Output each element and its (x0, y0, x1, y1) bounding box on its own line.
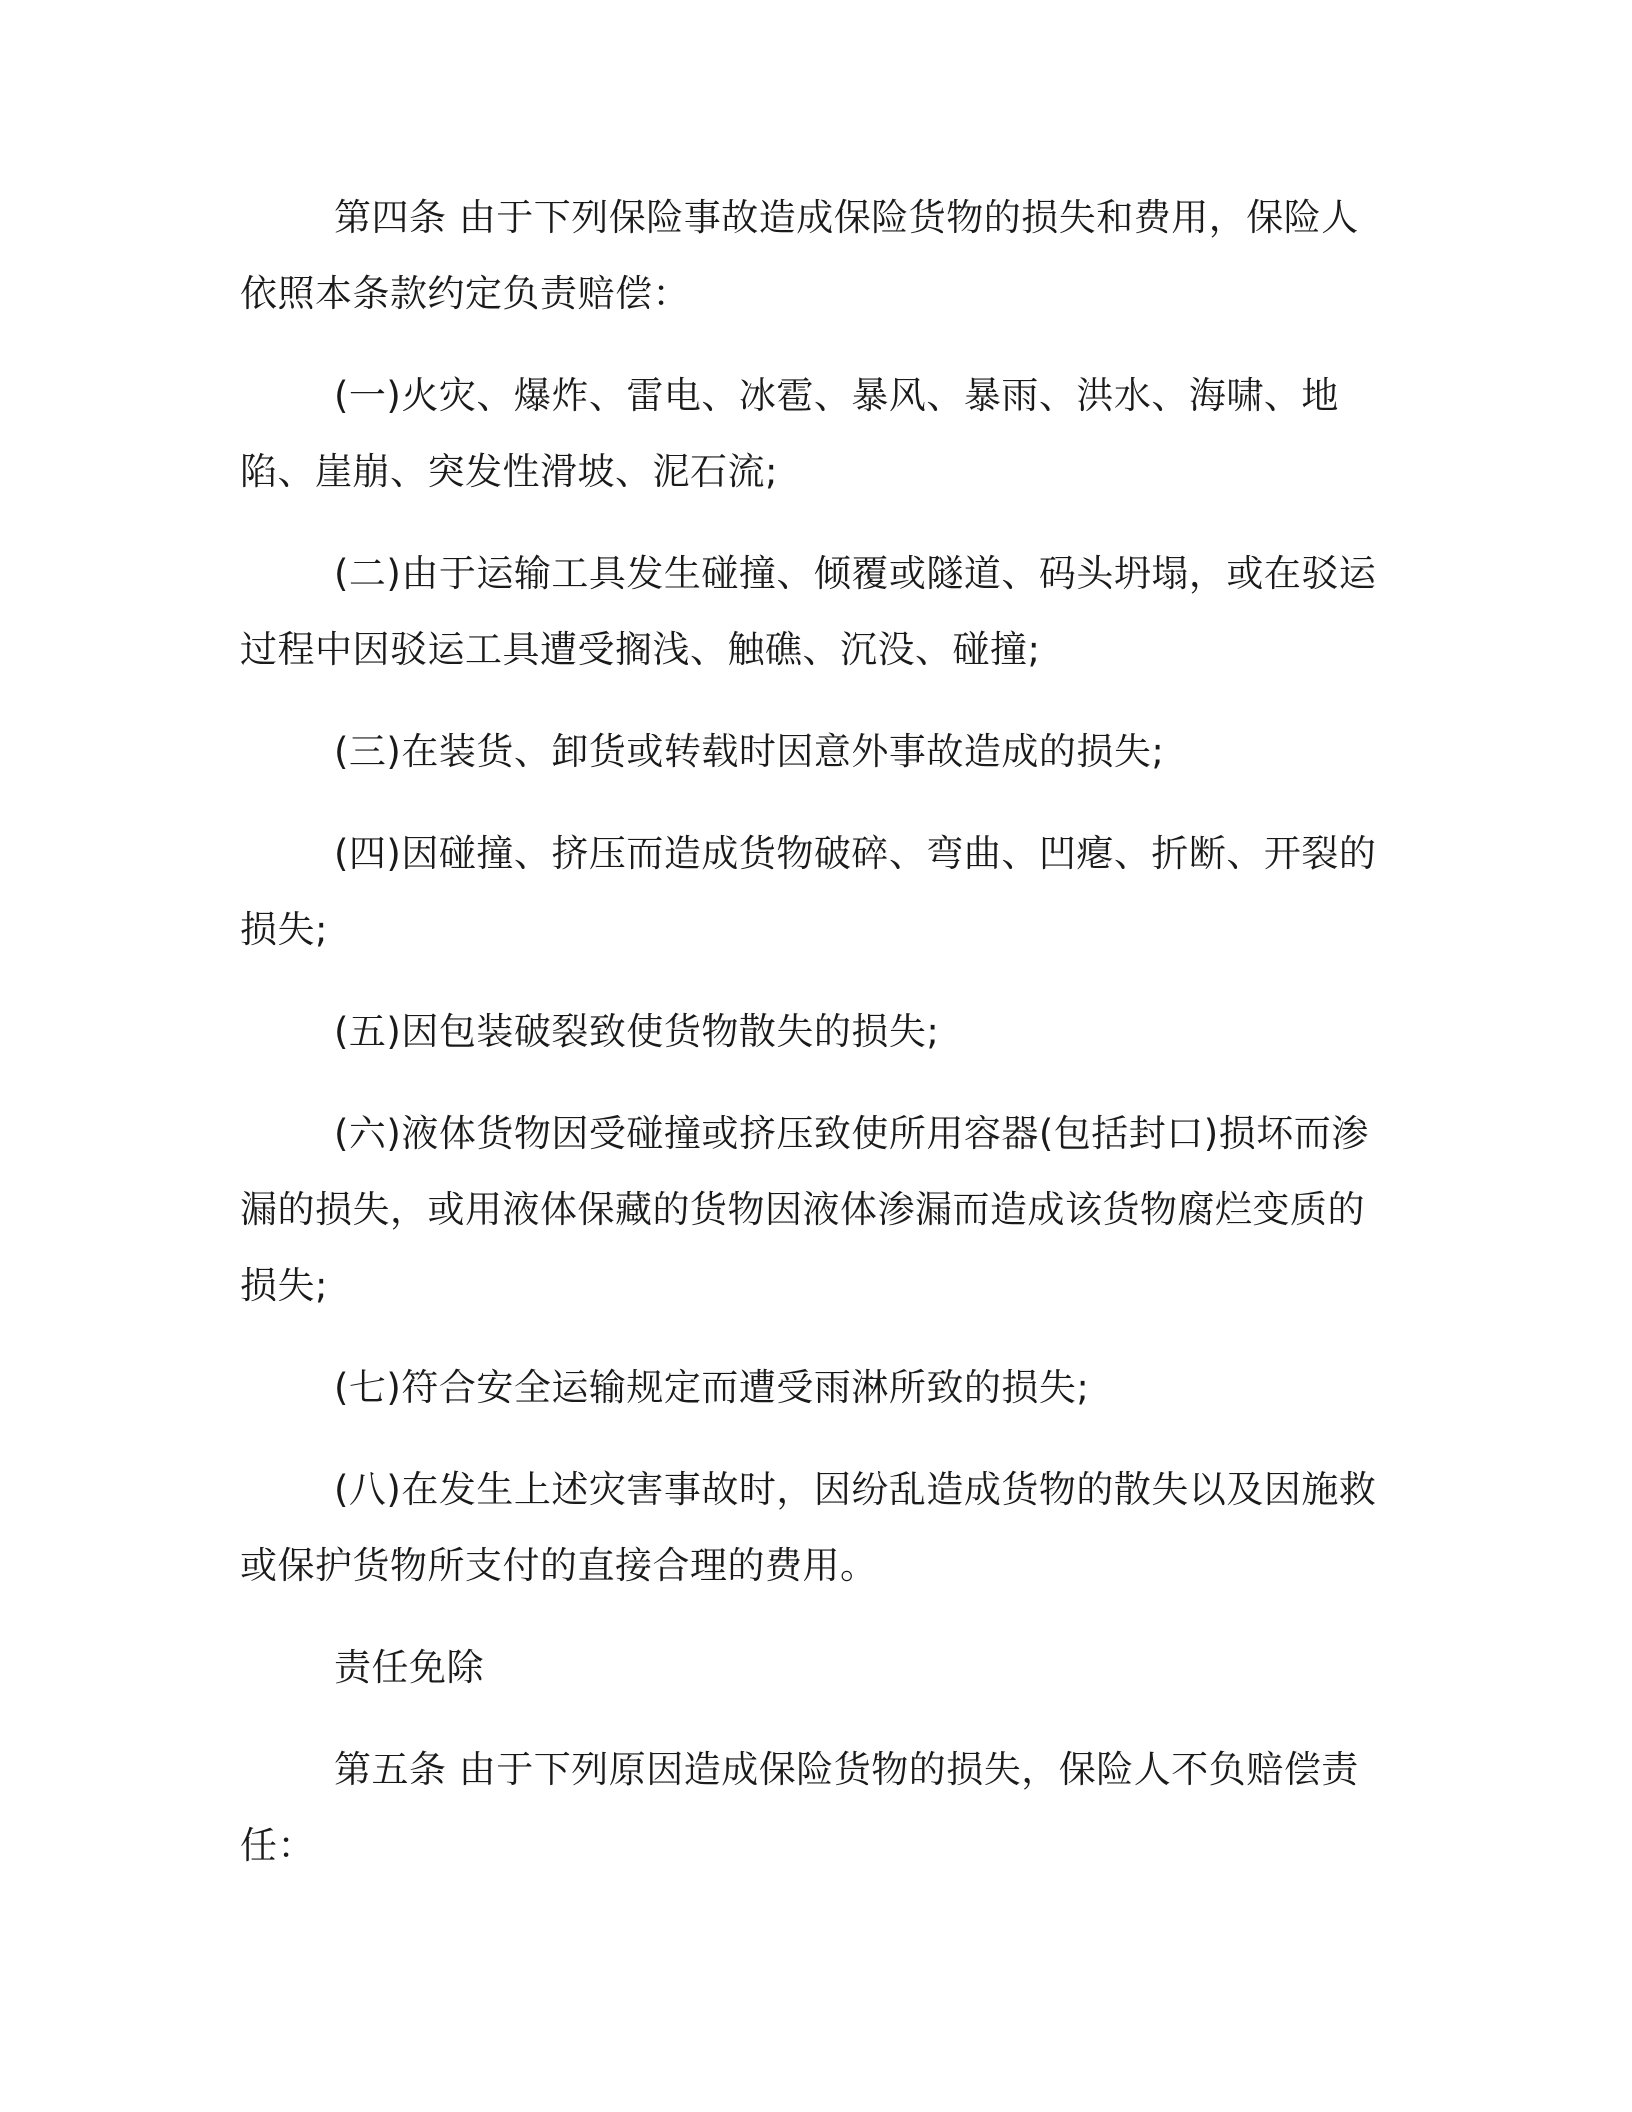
article-4-item-1: (一)火灾、爆炸、雷电、冰雹、暴风、暴雨、洪水、海啸、地陷、崖崩、突发性滑坡、泥石流; (240, 374, 1339, 493)
section-heading-exclusions: 责任免除 (334, 1646, 484, 1689)
article-4-item-5: (五)因包装破裂致使货物散失的损失; (334, 1010, 940, 1053)
article-4-item-3: (三)在装货、卸货或转载时因意外事故造成的损失; (334, 730, 1165, 773)
article-4-item-8: (八)在发生上述灾害事故时，因纷乱造成货物的散失以及因施救或保护货物所支付的直接合理的费用。 (240, 1468, 1377, 1587)
document-body (240, 180, 1390, 1910)
article-4-item-7: (七)符合安全运输规定而遭受雨淋所致的损失; (334, 1366, 1090, 1409)
article-5-intro: 第五条 由于下列原因造成保险货物的损失，保险人不负赔偿责任： (240, 1748, 1359, 1867)
article-4-item-4: (四)因碰撞、挤压而造成货物破碎、弯曲、凹瘪、折断、开裂的损失; (240, 832, 1377, 951)
article-4-item-2: (二)由于运输工具发生碰撞、倾覆或隧道、码头坍塌，或在驳运过程中因驳运工具遭受搁浅、触礁、沉没、碰撞; (240, 552, 1377, 671)
article-4-intro: 第四条 由于下列保险事故造成保险货物的损失和费用，保险人依照本条款约定负责赔偿： (240, 196, 1359, 315)
article-4-item-6: (六)液体货物因受碰撞或挤压致使所用容器(包括封口)损坏而渗漏的损失，或用液体保藏的货物因液体渗漏而造成该货物腐烂变质的损失; (240, 1112, 1369, 1307)
